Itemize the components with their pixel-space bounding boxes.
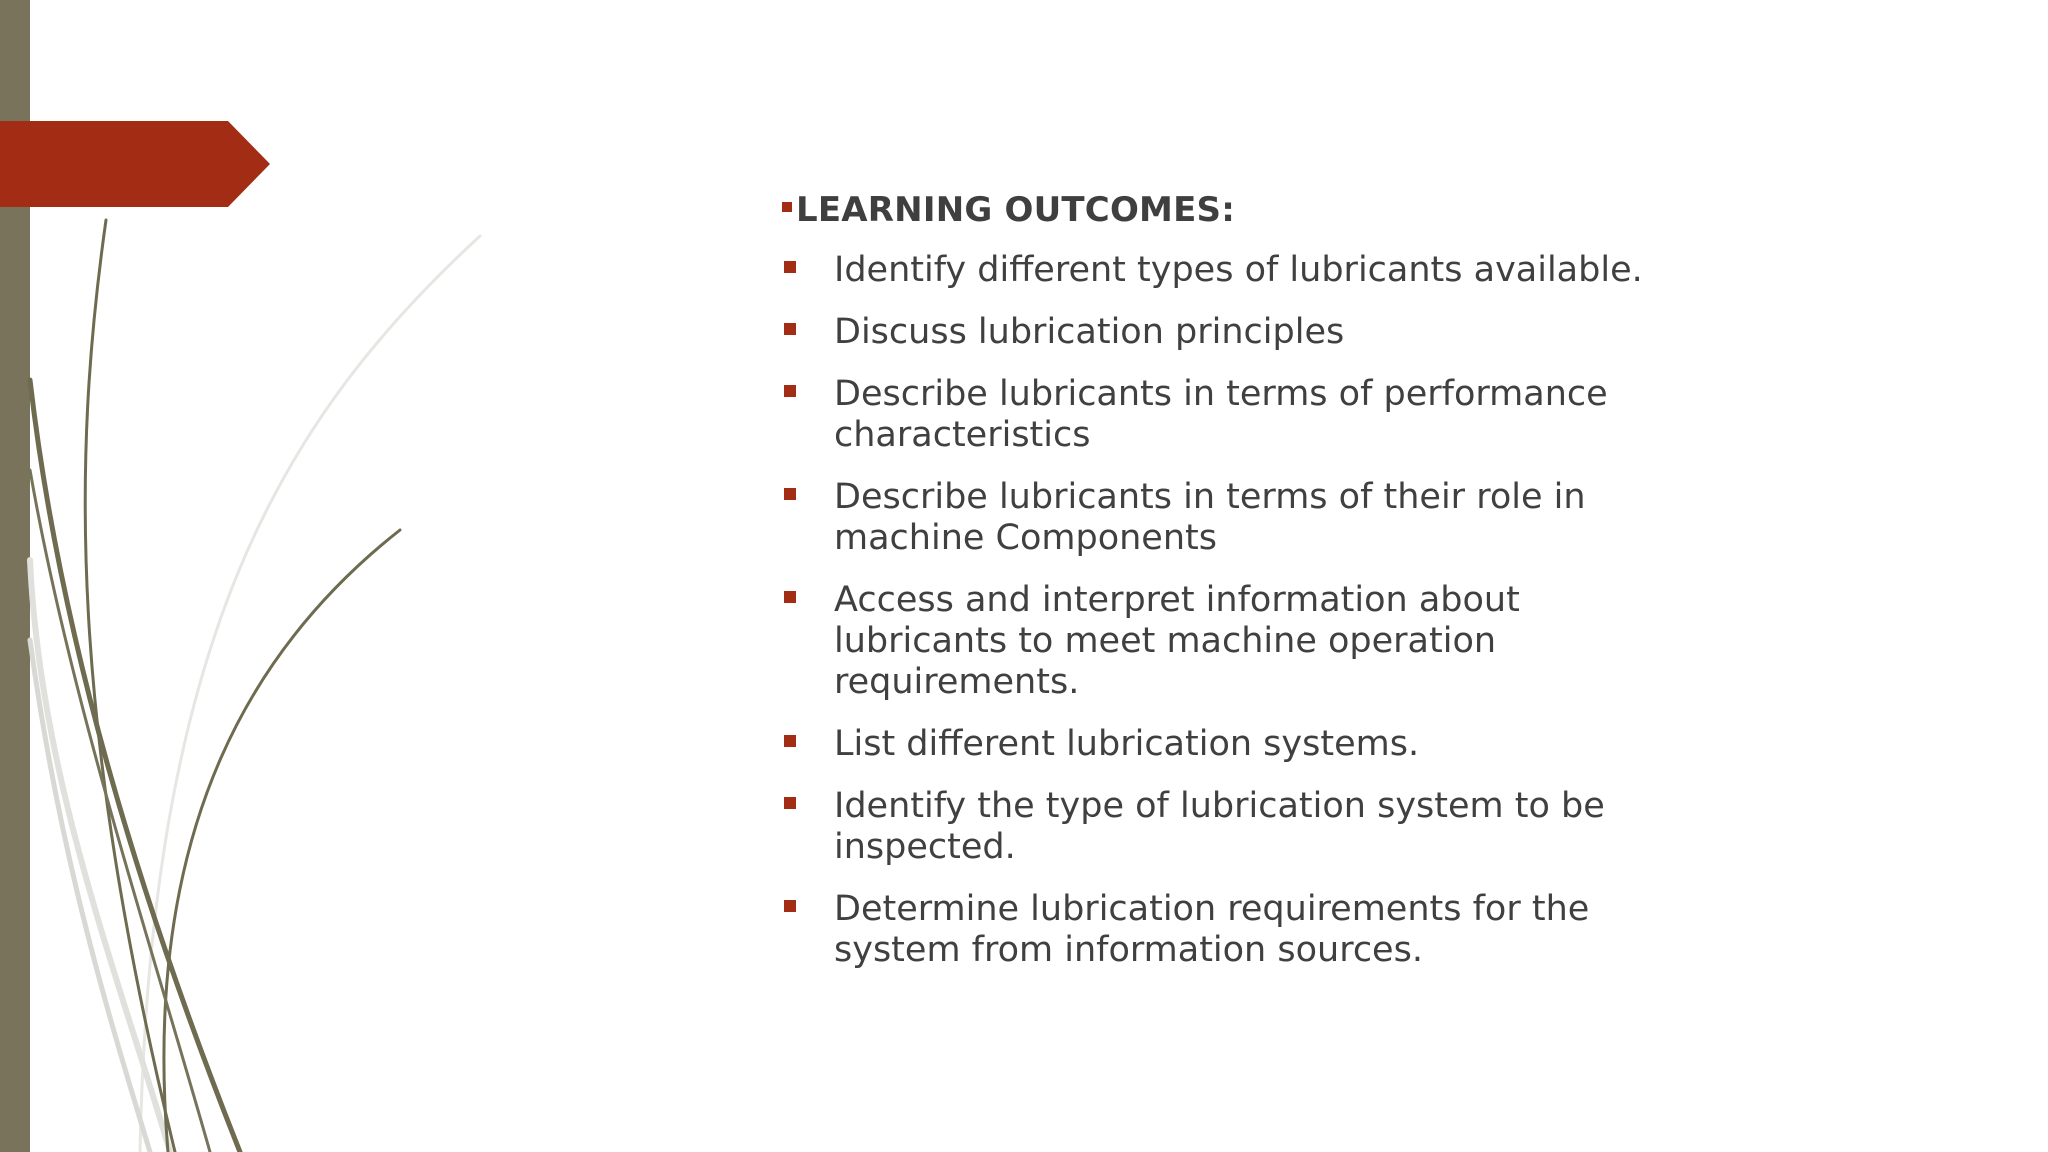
list-item xyxy=(782,786,1782,868)
square-bullet-icon xyxy=(784,797,796,809)
list-item-text: List different lubrication systems. xyxy=(834,724,1420,764)
list-item xyxy=(782,580,1782,703)
square-bullet-icon xyxy=(784,900,796,912)
list-item xyxy=(782,889,1782,971)
square-bullet-icon xyxy=(784,385,796,397)
list-item-text: Determine lubrication requirements for the system from information sources. xyxy=(834,889,1590,970)
slide-heading: LEARNING OUTCOMES: xyxy=(796,190,1235,230)
outcomes-list xyxy=(782,250,1782,971)
slide-content xyxy=(782,188,1782,992)
heading-row xyxy=(782,188,1782,232)
list-item-text: Discuss lubrication principles xyxy=(834,312,1345,352)
list-item xyxy=(782,477,1782,559)
list-item-text: Describe lubricants in terms of performance characteristics xyxy=(834,374,1608,455)
list-item xyxy=(782,250,1782,291)
square-bullet-icon xyxy=(784,735,796,747)
list-item xyxy=(782,312,1782,353)
square-bullet-icon xyxy=(784,323,796,335)
list-item xyxy=(782,374,1782,456)
list-item xyxy=(782,724,1782,765)
square-bullet-icon xyxy=(784,488,796,500)
heading-bullet-icon xyxy=(782,202,792,212)
list-item-text: Access and interpret information about lubricants to meet machine operation requirements. xyxy=(834,580,1520,702)
square-bullet-icon xyxy=(784,261,796,273)
list-item-text: Identify different types of lubricants available. xyxy=(834,250,1643,290)
arrow-banner xyxy=(0,121,270,207)
list-item-text: Describe lubricants in terms of their role in machine Components xyxy=(834,477,1586,558)
list-item-text: Identify the type of lubrication system to be inspected. xyxy=(834,786,1605,867)
square-bullet-icon xyxy=(784,591,796,603)
